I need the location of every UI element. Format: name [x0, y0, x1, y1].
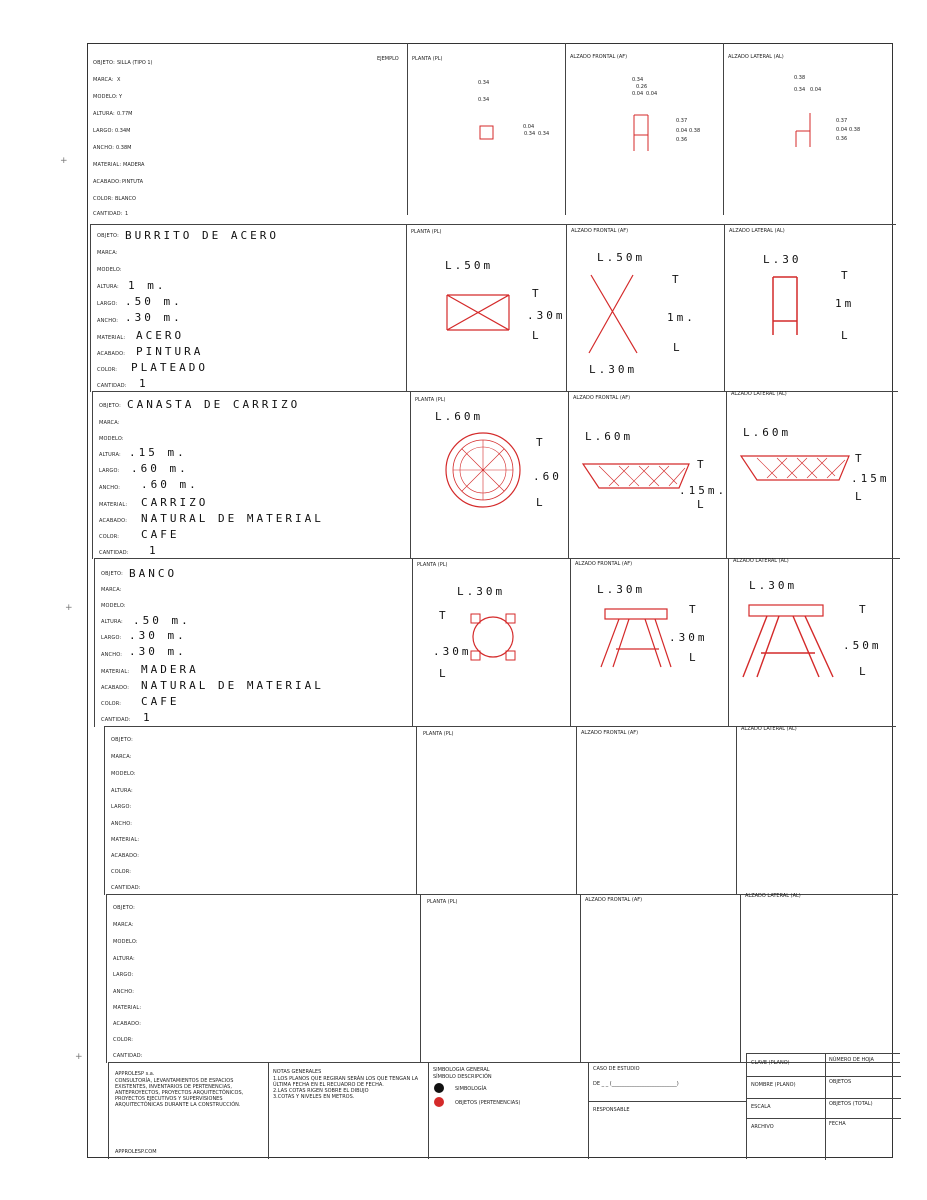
field-label-altura: ALTURA:: [113, 956, 135, 962]
side-view-cell: [724, 225, 896, 392]
field-value-acabado: NATURAL DE MATERIAL: [141, 679, 324, 692]
field-label-objeto: OBJETO:: [97, 233, 119, 239]
red-circle-icon: [434, 1097, 444, 1107]
field-value-largo: .50 m.: [125, 295, 183, 308]
case-line: DE _ _ (__________________________): [593, 1081, 679, 1087]
field-label-modelo: MODELO:: [113, 939, 138, 945]
dim-label: T: [536, 436, 546, 449]
field-label-ancho: ANCHO:: [97, 318, 119, 324]
dim-label: 0.38: [689, 128, 701, 134]
field-value-altura: .15 m.: [129, 446, 187, 459]
field-value-ancho: 0.38M: [116, 145, 132, 151]
dim-label: L: [673, 341, 683, 354]
field-value-ancho: .60 m.: [141, 478, 199, 491]
side-view-label: ALZADO LATERAL (AL): [741, 726, 797, 732]
dim-label: 0.34: [632, 77, 644, 83]
dim-label: 0.37: [676, 118, 688, 124]
field-label-modelo: MODELO:: [111, 771, 136, 777]
field-value-objeto: SILLA (TIPO 1): [117, 60, 153, 66]
side-view-label: ALZADO LATERAL (AL): [733, 558, 789, 564]
plan-view-label: PLANTA (PL): [423, 731, 454, 737]
chair-plan-drawing: [408, 43, 566, 215]
field-panel: [92, 392, 410, 559]
field-value-material: MADERA: [141, 663, 199, 676]
field-label-largo: LARGO:: [99, 468, 120, 474]
plan-view-cell: [406, 225, 566, 392]
symbology-header: SÍMBOLO DESCRIPCIÓN: [433, 1074, 492, 1080]
field-label-cantidad: CANTIDAD:: [97, 383, 127, 389]
dim-label: 0.36: [836, 136, 848, 142]
field-label-material: MATERIAL:: [111, 837, 140, 843]
dim-label: L.60m: [585, 430, 634, 443]
field-label-material: MATERIAL:: [99, 502, 128, 508]
field-label-acabado: ACABADO:: [111, 853, 140, 859]
field-label-ancho: ANCHO:: [101, 652, 123, 658]
plan-view-cell: [420, 895, 580, 1063]
field-label-objeto: OBJETO:: [99, 403, 121, 409]
dim-label: 0.34: [478, 97, 490, 103]
plan-view-label: PLANTA (PL): [415, 397, 446, 403]
divider: [825, 1054, 826, 1160]
field-label-marca: MARCA:: [93, 77, 114, 83]
field-label-largo: LARGO:: [111, 804, 132, 810]
dim-label: T: [697, 458, 707, 471]
field-value-objeto: CANASTA DE CARRIZO: [127, 398, 301, 411]
dim-label: 0.38: [794, 75, 806, 81]
object-row-1: [87, 43, 893, 215]
plan-view-cell: [410, 392, 568, 559]
field-panel: [104, 727, 416, 895]
divider: [747, 1098, 901, 1099]
object-row-4: [94, 558, 900, 726]
field-value-material: CARRIZO: [141, 496, 209, 509]
field-label-color: COLOR:: [99, 534, 120, 540]
dim-label: L: [697, 498, 707, 511]
field-label-modelo: MODELO:: [93, 94, 118, 100]
dim-label: .15m.: [679, 484, 728, 497]
field-value-cantidad: 1: [125, 211, 129, 217]
field-panel: [87, 43, 407, 215]
side-view-label: ALZADO LATERAL (AL): [729, 228, 785, 234]
dim-label: 1m: [835, 297, 855, 310]
field-label-acabado: ACABADO:: [101, 685, 130, 691]
field-label-largo: LARGO:: [101, 635, 122, 641]
field-value-altura: .50 m.: [133, 614, 191, 627]
company-panel: [108, 1063, 268, 1159]
company-website: APPROLESP.COM: [115, 1149, 157, 1155]
plan-view-label: PLANTA (PL): [427, 899, 458, 905]
field-label-largo: LARGO:: [93, 128, 114, 134]
field-label-modelo: MODELO:: [97, 267, 122, 273]
field-value-objeto: BANCO: [129, 567, 178, 580]
dim-label: L.60m: [435, 410, 484, 423]
chair-side-drawing: [724, 43, 894, 215]
dim-label: L: [859, 665, 869, 678]
field-value-largo: .30 m.: [129, 629, 187, 642]
field-panel: [94, 559, 412, 727]
registration-mark: +: [65, 603, 73, 613]
dim-label: .30m: [527, 309, 566, 322]
field-panel: [90, 225, 406, 392]
field-value-ancho: .30 m.: [125, 311, 183, 324]
side-view-cell: [723, 43, 893, 215]
divider: [747, 1118, 901, 1119]
field-value-material: MADERA: [123, 162, 145, 168]
field-label-marca: MARCA:: [101, 587, 122, 593]
side-view-cell: [726, 392, 898, 559]
front-view-label: ALZADO FRONTAL (AF): [570, 54, 628, 60]
dim-label: T: [439, 609, 449, 622]
dim-label: L: [532, 329, 542, 342]
nombre-label: NOMBRE (PLANO): [751, 1082, 796, 1088]
field-label-cantidad: CANTIDAD:: [113, 1053, 143, 1059]
field-value-acabado: PINTUTA: [122, 179, 144, 185]
plan-view-cell: [416, 727, 576, 895]
dim-label: .50m: [843, 639, 882, 652]
field-label-color: COLOR:: [93, 196, 114, 202]
plan-view-cell: [412, 559, 570, 727]
object-row-5: [104, 726, 896, 894]
dim-label: T: [855, 452, 865, 465]
front-view-cell: [565, 43, 723, 215]
field-value-marca: X: [117, 77, 121, 83]
field-value-color: CAFE: [141, 695, 180, 708]
dim-label: L.50m: [597, 251, 646, 264]
front-view-label: ALZADO FRONTAL (AF): [571, 228, 629, 234]
company-name: APPROLESP s.a.: [115, 1071, 155, 1077]
field-label-cantidad: CANTIDAD:: [99, 550, 129, 556]
basket-front-drawing: [569, 392, 727, 559]
field-label-marca: MARCA:: [99, 420, 120, 426]
field-value-altura: 1 m.: [128, 279, 167, 292]
field-value-color: PLATEADO: [131, 361, 208, 374]
front-view-label: ALZADO FRONTAL (AF): [585, 897, 643, 903]
field-label-color: COLOR:: [111, 869, 132, 875]
field-label-material: MATERIAL:: [97, 335, 126, 341]
field-label-objeto: OBJETO:: [113, 905, 135, 911]
symbology-item-label: SIMBOLOGÍA: [455, 1086, 487, 1092]
dim-label: L: [841, 329, 851, 342]
field-value-acabado: NATURAL DE MATERIAL: [141, 512, 324, 525]
front-view-label: ALZADO FRONTAL (AF): [581, 730, 639, 736]
note-item: 2.LAS COTAS RIGEN SOBRE EL DIBUJO: [273, 1088, 369, 1094]
dim-label: 0.34: [524, 131, 536, 137]
dim-label: 0.04: [632, 91, 644, 97]
chair-front-drawing: [566, 43, 724, 215]
dim-label: 0.34: [794, 87, 806, 93]
notes-panel: [268, 1063, 428, 1159]
field-label-marca: MARCA:: [111, 754, 132, 760]
field-label-modelo: MODELO:: [101, 603, 126, 609]
field-label-cantidad: CANTIDAD:: [101, 717, 131, 723]
field-label-color: COLOR:: [97, 367, 118, 373]
hoja-label: NÚMERO DE HOJA: [829, 1057, 874, 1063]
dim-label: L.30m: [597, 583, 646, 596]
front-view-cell: [580, 895, 740, 1063]
field-value-largo: .60 m.: [131, 462, 189, 475]
note-item: 1.LOS PLANOS QUE REGIRAN SERÁN LOS QUE TENGAN LA ÚLTIMA FECHA EN EL RECUADRO DE FECHA.: [273, 1076, 419, 1088]
dim-label: .15m: [851, 472, 890, 485]
field-value-material: ACERO: [136, 329, 185, 342]
side-view-label: ALZADO LATERAL (AL): [731, 391, 787, 397]
objetos-label: OBJETOS: [829, 1079, 852, 1085]
field-label-marca: MARCA:: [113, 922, 134, 928]
burrito-side-drawing: [725, 225, 897, 392]
field-label-ancho: ANCHO:: [99, 485, 121, 491]
dim-label: T: [689, 603, 699, 616]
field-label-acabado: ACABADO:: [113, 1021, 142, 1027]
front-view-cell: [576, 727, 736, 895]
field-label-material: MATERIAL:: [101, 669, 130, 675]
plan-view-label: PLANTA (PL): [411, 229, 442, 235]
field-label-modelo: MODELO:: [99, 436, 124, 442]
field-label-ancho: ANCHO:: [111, 821, 133, 827]
field-label-acabado: ACABADO:: [93, 179, 122, 185]
dim-label: 0.26: [636, 84, 648, 90]
dim-label: 1m.: [667, 311, 696, 324]
side-view-cell: [740, 895, 898, 1063]
field-value-largo: 0.34M: [115, 128, 131, 134]
dim-label: T: [672, 273, 682, 286]
dim-label: .30m: [433, 645, 472, 658]
fecha-label: FECHA: [829, 1121, 846, 1127]
field-value-cantidad: 1: [143, 711, 153, 724]
company-description: CONSULTORÍA, LEVANTAMIENTOS DE ESPACIOS EXISTENTES, INVENTARIOS DE PERTENENCIAS, ANTEPROYECTOS, PROYECTOS ARQUITECTÓNICOS, PROYECTOS EJECUTIVOS Y SUPERVISIONES ARQUITECTÓNICAS DURANTE LA CONSTRUCCIÓN.: [115, 1078, 244, 1108]
symbology-item-label: OBJETOS (PERTENENCIAS): [455, 1100, 521, 1106]
front-view-cell: [566, 225, 724, 392]
field-value-color: BLANCO: [115, 196, 136, 202]
field-label-ancho: ANCHO:: [93, 145, 115, 151]
field-label-ancho: ANCHO:: [113, 989, 135, 995]
field-label-altura: ALTURA:: [93, 111, 115, 117]
front-view-cell: [570, 559, 728, 727]
escala-label: ESCALA: [751, 1104, 771, 1110]
dim-label: T: [532, 287, 542, 300]
archivo-label: ARCHIVO: [751, 1124, 774, 1130]
dim-label: 0.04: [646, 91, 658, 97]
field-value-ancho: .30 m.: [129, 645, 187, 658]
field-value-acabado: PINTURA: [136, 345, 204, 358]
registration-mark: +: [75, 1052, 83, 1062]
field-label-objeto: OBJETO:: [111, 737, 133, 743]
field-label-altura: ALTURA:: [111, 788, 133, 794]
symbology-panel: [428, 1063, 588, 1159]
field-label-acabado: ACABADO:: [99, 518, 128, 524]
field-label-altura: ALTURA:: [97, 284, 119, 290]
notes-title: NOTAS GENERALES: [273, 1069, 322, 1075]
dim-label: 0.34: [478, 80, 490, 86]
black-circle-icon: [434, 1083, 444, 1093]
title-block: [108, 1057, 900, 1158]
side-view-label: ALZADO LATERAL (AL): [728, 54, 784, 60]
dim-label: 0.04: [836, 127, 848, 133]
field-label-largo: LARGO:: [97, 301, 118, 307]
side-view-cell: [736, 727, 896, 895]
field-value-objeto: BURRITO DE ACERO: [125, 229, 279, 242]
field-label-marca: MARCA:: [97, 250, 118, 256]
example-label: EJEMPLO: [377, 56, 399, 62]
divider: [747, 1076, 901, 1077]
dim-label: 0.04: [676, 128, 688, 134]
dim-label: 0.34: [538, 131, 550, 137]
registration-mark: +: [60, 156, 68, 166]
dim-label: L: [855, 490, 865, 503]
dim-label: 0.36: [676, 137, 688, 143]
dim-label: L: [689, 651, 699, 664]
field-value-cantidad: 1: [139, 377, 149, 390]
dim-label: L: [439, 667, 449, 680]
field-label-cantidad: CANTIDAD:: [93, 211, 123, 217]
dim-label: 0.38: [849, 127, 861, 133]
field-label-material: MATERIAL:: [113, 1005, 142, 1011]
dim-label: L: [536, 496, 546, 509]
dim-label: 0.37: [836, 118, 848, 124]
case-panel: [588, 1063, 746, 1159]
note-item: 3.COTAS Y NIVELES EN METROS.: [273, 1094, 355, 1100]
field-label-color: COLOR:: [101, 701, 122, 707]
front-view-cell: [568, 392, 726, 559]
field-label-altura: ALTURA:: [101, 619, 123, 625]
dim-label: L.30: [763, 253, 802, 266]
dim-label: 0.04: [523, 124, 535, 130]
field-label-color: COLOR:: [113, 1037, 134, 1043]
clave-label: CLAVE (PLANO): [751, 1060, 790, 1066]
field-label-largo: LARGO:: [113, 972, 134, 978]
field-value-modelo: Y: [119, 94, 123, 100]
side-view-label: ALZADO LATERAL (AL): [745, 893, 801, 899]
objetos-total-label: OBJETOS (TOTAL): [829, 1101, 873, 1107]
field-label-cantidad: CANTIDAD:: [111, 885, 141, 891]
sheet-info-panel: [746, 1053, 900, 1159]
field-label-objeto: OBJETO:: [93, 60, 115, 66]
field-value-color: CAFE: [141, 528, 180, 541]
divider: [589, 1101, 747, 1102]
front-view-label: ALZADO FRONTAL (AF): [573, 395, 631, 401]
object-row-6: [106, 894, 898, 1062]
dim-label: L.60m: [743, 426, 792, 439]
front-view-label: ALZADO FRONTAL (AF): [575, 561, 633, 567]
dim-label: T: [859, 603, 869, 616]
field-label-material: MATERIAL:: [93, 162, 122, 168]
field-label-acabado: ACABADO:: [97, 351, 126, 357]
field-label-objeto: OBJETO:: [101, 571, 123, 577]
field-value-cantidad: 1: [149, 544, 159, 557]
plan-view-label: PLANTA (PL): [417, 562, 448, 568]
responsible-label: RESPONSABLE: [593, 1107, 630, 1113]
field-label-altura: ALTURA:: [99, 452, 121, 458]
dim-label: L.50m: [445, 259, 494, 272]
symbology-title: SIMBOLOGIA GENERAL: [433, 1067, 490, 1073]
case-label: CASO DE ESTUDIO: [593, 1066, 640, 1072]
side-view-cell: [728, 559, 900, 727]
object-row-3: [92, 391, 898, 558]
dim-label: L.30m: [457, 585, 506, 598]
dim-label: L.30m: [589, 363, 638, 376]
dim-label: L.30m: [749, 579, 798, 592]
dim-label: T: [841, 269, 851, 282]
plan-view-label: PLANTA (PL): [412, 56, 443, 62]
field-value-altura: 0.77M: [117, 111, 133, 117]
field-panel: [106, 895, 420, 1063]
dim-label: .30m: [669, 631, 708, 644]
dim-label: .60: [533, 470, 562, 483]
dim-label: 0.04: [810, 87, 822, 93]
object-row-2: [90, 224, 896, 391]
plan-view-cell: [407, 43, 565, 215]
